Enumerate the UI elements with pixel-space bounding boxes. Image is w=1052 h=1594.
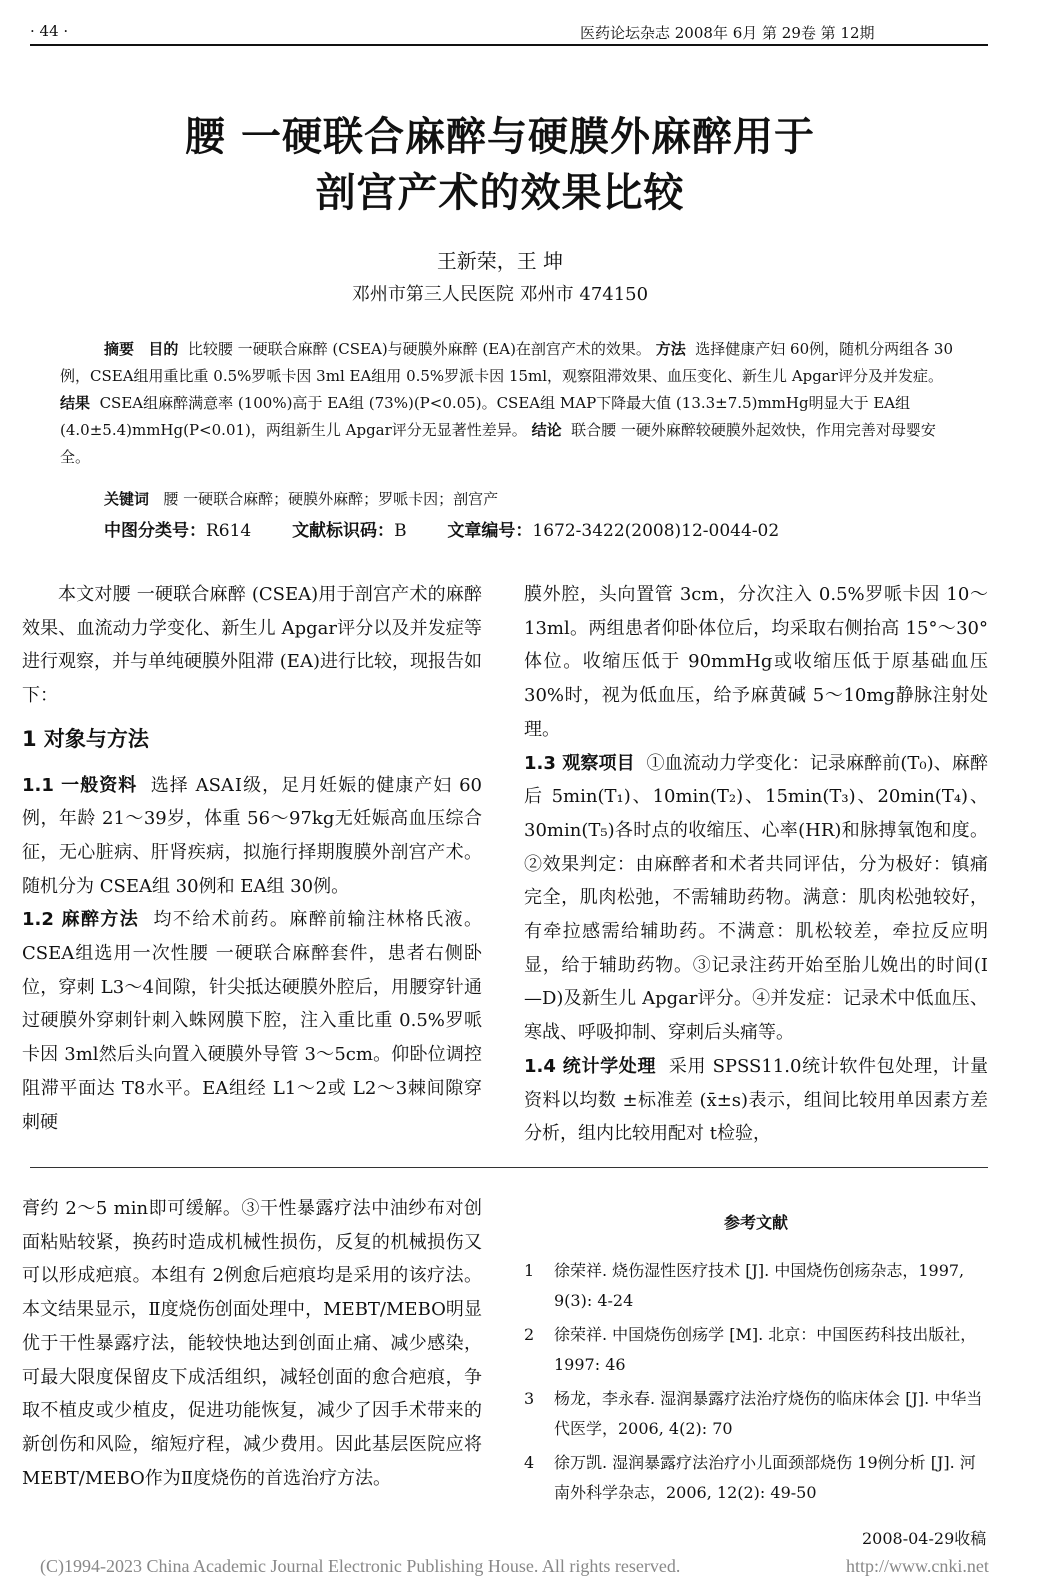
objective-label: 目的: [148, 340, 179, 358]
journal-info: 医药论坛杂志 2008年 6月 第 29卷 第 12期: [580, 24, 875, 42]
received-date: 2008-04-29收稿: [862, 1529, 987, 1548]
section-1-2-text: 均不给术前药。麻醉前输注林格氏液。CSEA组选用一次性腰 一硬联合麻醉套件，患者右侧卧位，穿刺 L3～4间隙，针尖抵达硬膜外腔后，用腰穿针通过硬膜外穿刺针刺入蛛网膜下腔，注入重比重 0.5%罗哌卡因 3ml然后头向置入硬膜外导管 3～5cm。仰卧位调控阻滞平面达 T8水平。EA组经 L1～2或 L2～3棘间隙穿刺硬: [22, 909, 482, 1133]
section-1-2-label: 1.2 麻醉方法: [22, 909, 140, 931]
header-rule: [30, 44, 988, 46]
abstract: [60, 336, 956, 471]
reference-number: 1: [524, 1261, 535, 1280]
keywords-text: 腰 一硬联合麻醉；硬膜外麻醉；罗哌卡因；剖宫产: [163, 490, 499, 508]
article-number-label: 文章编号：: [447, 521, 533, 541]
reference-number: 2: [524, 1325, 535, 1344]
section-1-4-label: 1.4 统计学处理: [524, 1055, 657, 1077]
reference-item: [524, 1448, 988, 1508]
conclusion-label: 结论: [531, 421, 562, 439]
left-column: [22, 578, 482, 1139]
results-label: 结果: [60, 394, 91, 412]
reference-text: 徐荣祥. 中国烧伤创疡学 [M]. 北京：中国医药科技出版社，1997: 46: [554, 1325, 977, 1374]
right-continuation: 膜外腔，头向置管 3cm，分次注入 0.5%罗哌卡因 10～13ml。两组患者仰卧体位后，均采取右侧抬高 15°～30°体位。收缩压低于 90mmHg或收缩压低于原基础血压 30%时，视为低血压，给予麻黄碱 5～10mg静脉注射处理。: [524, 584, 988, 740]
abstract-label: 摘要: [104, 340, 135, 358]
lower-left-text: 膏约 2～5 min即可缓解。③干性暴露疗法中油纱布对创面粘贴较紧，换药时造成机械性损伤，反复的机械损伤又可以形成疤痕。本组有 2例愈后疤痕均是采用的该疗法。本文结果显示，Ⅱ度烧伤创面处理中，MEBT/MEBO明显优于干性暴露疗法，能较快地达到创面止痛、减少感染，可最大限度保留皮下成活组织，减轻创面的愈合疤痕，争取不植皮或少植皮，促进功能恢复，减少了因手术带来的新创伤和风险，缩短疗程，减少费用。因此基层医院应将 MEBT/MEBO作为Ⅱ度烧伤的首选治疗方法。: [22, 1198, 482, 1489]
reference-item: [524, 1384, 988, 1444]
keywords: [104, 486, 954, 513]
doc-code-value: B: [394, 521, 407, 541]
clc-value: R614: [206, 521, 252, 541]
section-1-4: [524, 1050, 988, 1151]
reference-text: 徐荣祥. 烧伤湿性医疗技术 [J]. 中国烧伤创疡杂志，1997, 9(3): 4-24: [554, 1261, 965, 1310]
methods-text: 选择健康产妇 60例，随机分两组各 30例，CSEA组用重比重 0.5%罗哌卡因 3ml EA组用 0.5%罗派卡因 15ml，观察阻滞效果、血压变化、新生儿 Apgar评分及并发症。: [60, 340, 953, 385]
reference-number: 4: [524, 1453, 535, 1472]
reference-item: [524, 1256, 988, 1316]
right-column: [524, 578, 988, 1151]
section-1-1: [22, 769, 482, 904]
conclusion-text: 联合腰 一硬外麻醉较硬膜外起效快，作用完善对母婴安全。: [60, 421, 936, 466]
article-title-line-2: 剖宫产术的效果比较: [315, 170, 685, 216]
references-heading: 参考文献: [723, 1213, 788, 1232]
methods-label: 方法: [655, 340, 686, 358]
clc-label: 中图分类号：: [104, 521, 206, 541]
doc-code-label: 文献标识码：: [292, 521, 395, 541]
authors: 王新荣，王 坤: [436, 249, 564, 273]
footer-url[interactable]: http://www.cnki.net: [846, 1556, 989, 1576]
section-1-4-text: 采用 SPSS11.0统计软件包处理，计量资料以均数 ±标准差 (x̄±s)表示，组间比较用单因素方差分析，组内比较用配对 t检验，: [524, 1055, 989, 1145]
affiliation: 邓州市第三人民医院 邓州市 474150: [351, 284, 649, 305]
classification-line: [104, 516, 964, 541]
keywords-label: 关键词: [104, 490, 150, 508]
lower-left-column: [22, 1192, 482, 1495]
section-1-heading: 1 对象与方法: [22, 726, 149, 751]
intro-paragraph: 本文对腰 一硬联合麻醉 (CSEA)用于剖宫产术的麻醉效果、血流动力学变化、新生儿 Apgar评分以及并发症等进行观察，并与单纯硬膜外阻滞 (EA)进行比较，现报告如下：: [22, 584, 482, 707]
objective-text: 比较腰 一硬联合麻醉 (CSEA)与硬膜外麻醉 (EA)在剖宫产术的效果。: [187, 340, 651, 358]
reference-text: 徐万凯. 湿润暴露疗法治疗小儿面颈部烧伤 19例分析 [J]. 河南外科学杂志，2006, 12(2): 49-50: [554, 1453, 976, 1502]
results-text: CSEA组麻醉满意率 (100%)高于 EA组 (73%)(P<0.05)。CSEA组 MAP下降最大值 (13.3±7.5)mmHg明显大于 EA组 (4.0±5.4)mmHg(P<0.01)，两组新生儿 Apgar评分无显著性差异。: [60, 394, 911, 439]
section-1-3-text: ①血流动力学变化：记录麻醉前(T₀)、麻醉后 5min(T₁)、10min(T₂)、15min(T₃)、20min(T₄)、30min(T₅)各时点的收缩压、心率(HR)和脉搏氧饱和度。②效果判定：由麻醉者和术者共同评估，分为极好：镇痛完全，肌肉松弛，不需辅助药物。满意：肌肉松弛较好，有牵拉感需给辅助药。不满意：肌松较差，牵拉反应明显，给于辅助药物。③记录注药开始至胎儿娩出的时间(I—D)及新生儿 Apgar评分。④并发症：记录术中低血压、寒战、呼吸抑制、穿刺后头痛等。: [524, 752, 989, 1044]
references: [524, 1208, 988, 1512]
reference-item: [524, 1320, 988, 1380]
section-1-3-label: 1.3 观察项目: [524, 752, 635, 774]
article-title-line-1: 腰 一硬联合麻醉与硬膜外麻醉用于: [185, 114, 815, 160]
copyright-notice: (C)1994-2023 China Academic Journal Electronic Publishing House. All rights reserved.: [40, 1556, 681, 1576]
reference-number: 3: [524, 1389, 535, 1408]
section-1-1-label: 1.1 一般资料: [22, 774, 138, 796]
section-1-3: [524, 747, 988, 1050]
section-1-2: [22, 903, 482, 1139]
section-divider: [30, 1167, 988, 1168]
reference-text: 杨龙，李永春. 湿润暴露疗法治疗烧伤的临床体会 [J]. 中华当代医学，2006, 4(2): 70: [554, 1389, 983, 1438]
section-1-1-text: 选择 ASAⅠ级，足月妊娠的健康产妇 60例，年龄 21～39岁，体重 56～97kg无妊娠高血压综合征，无心脏病、肝肾疾病，拟施行择期腹膜外剖宫产术。随机分为 CSEA组 30例和 EA组 30例。: [22, 774, 482, 897]
article-number-value: 1672-3422(2008)12-0044-02: [532, 521, 780, 541]
page-number: · 44 ·: [30, 22, 69, 40]
